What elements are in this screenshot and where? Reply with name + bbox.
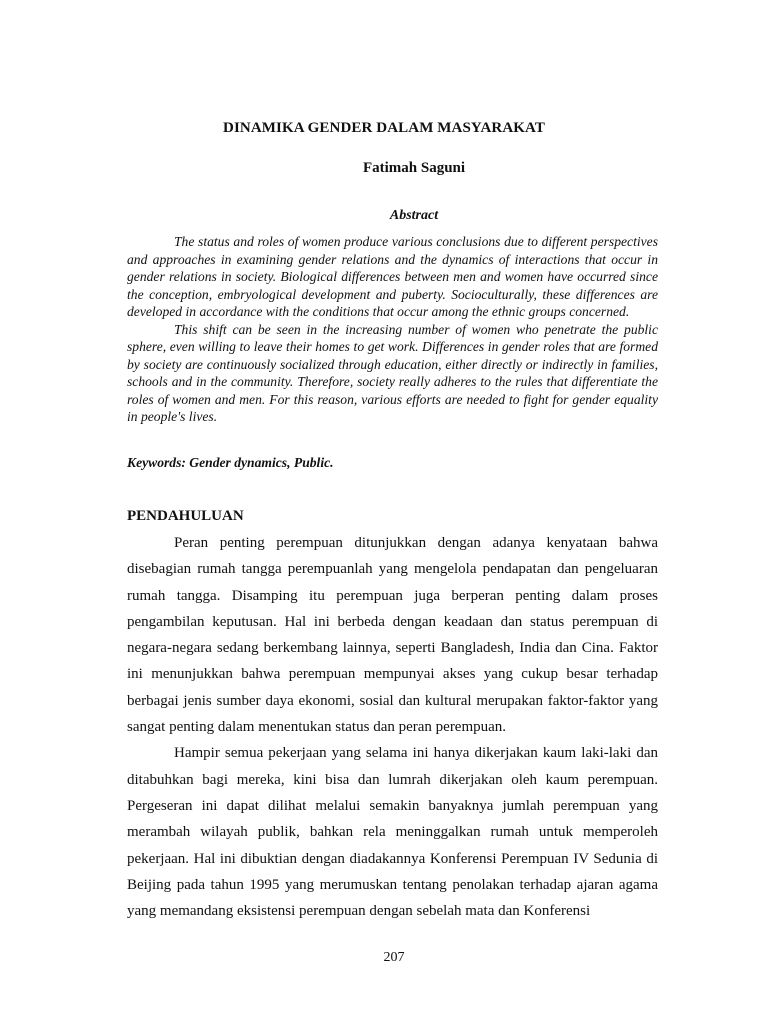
body-paragraph: Hampir semua pekerjaan yang selama ini hanya dikerjakan kaum laki-laki dan ditabuhkan bagi mereka, kini bisa dan lumrah dikerjakan oleh kaum perempuan. Pergeseran ini dapat dilihat melalui semakin banyaknya jumlah perempuan yang merambah wilayah publik, bahkan rela meninggalkan rumah untuk memperoleh pekerjaan. Hal ini dibuktian dengan diadakannya Konferensi Perempuan IV Sedunia di Beijing pada tahun 1995 yang merumuskan tentang penolakan terhadap ajaran agama yang memandang eksistensi perempuan dengan sebelah mata dan Konferensi: [127, 745, 658, 920]
abstract-body: [127, 233, 658, 426]
paper-title: DINAMIKA GENDER DALAM MASYARAKAT: [223, 120, 545, 136]
keywords: Keywords: Gender dynamics, Public.: [127, 455, 334, 470]
body-paragraph: Peran penting perempuan ditunjukkan dengan adanya kenyataan bahwa disebagian rumah tangga perempuanlah yang mengelola pendapatan dan pengeluaran rumah tangga. Disamping itu perempuan juga berperan penting dalam proses pengambilan keputusan. Hal ini berbeda dengan keadaan dan status perempuan di negara-negara sedang berkembang lainnya, seperti Bangladesh, India dan Cina. Faktor ini menunjukkan bahwa perempuan mempunyai akses yang cukup besar terhadap berbagai jenis sumber daya ekonomi, sosial dan kultural merupakan faktor-faktor yang sangat penting dalam menentukan status dan peran perempuan.: [127, 535, 658, 736]
page-number: 207: [383, 950, 405, 965]
abstract-heading: Abstract: [389, 208, 439, 223]
author-name: Fatimah Saguni: [362, 160, 466, 176]
abstract-paragraph: This shift can be seen in the increasing number of women who penetrate the public sphere, even willing to leave their homes to get work. Differences in gender roles that are formed by society are continuously socialized through education, either directly or indirectly in families, schools and in the community. Therefore, society really adheres to the rules that differentiate the roles of women and men. For this reason, various efforts are needed to fight for gender equality in people's lives.: [127, 321, 658, 424]
abstract-paragraph: The status and roles of women produce various conclusions due to different perspectives and approaches in examining gender relations and the dynamics of interactions that occur in gender relations in society. Biological differences between men and women have occurred since the conception, embryological development and puberty. Socioculturally, these differences are developed in accordance with the conditions that occur among the ethnic groups concerned.: [127, 234, 658, 319]
section-body: [127, 530, 658, 924]
section-heading: PENDAHULUAN: [127, 508, 244, 524]
